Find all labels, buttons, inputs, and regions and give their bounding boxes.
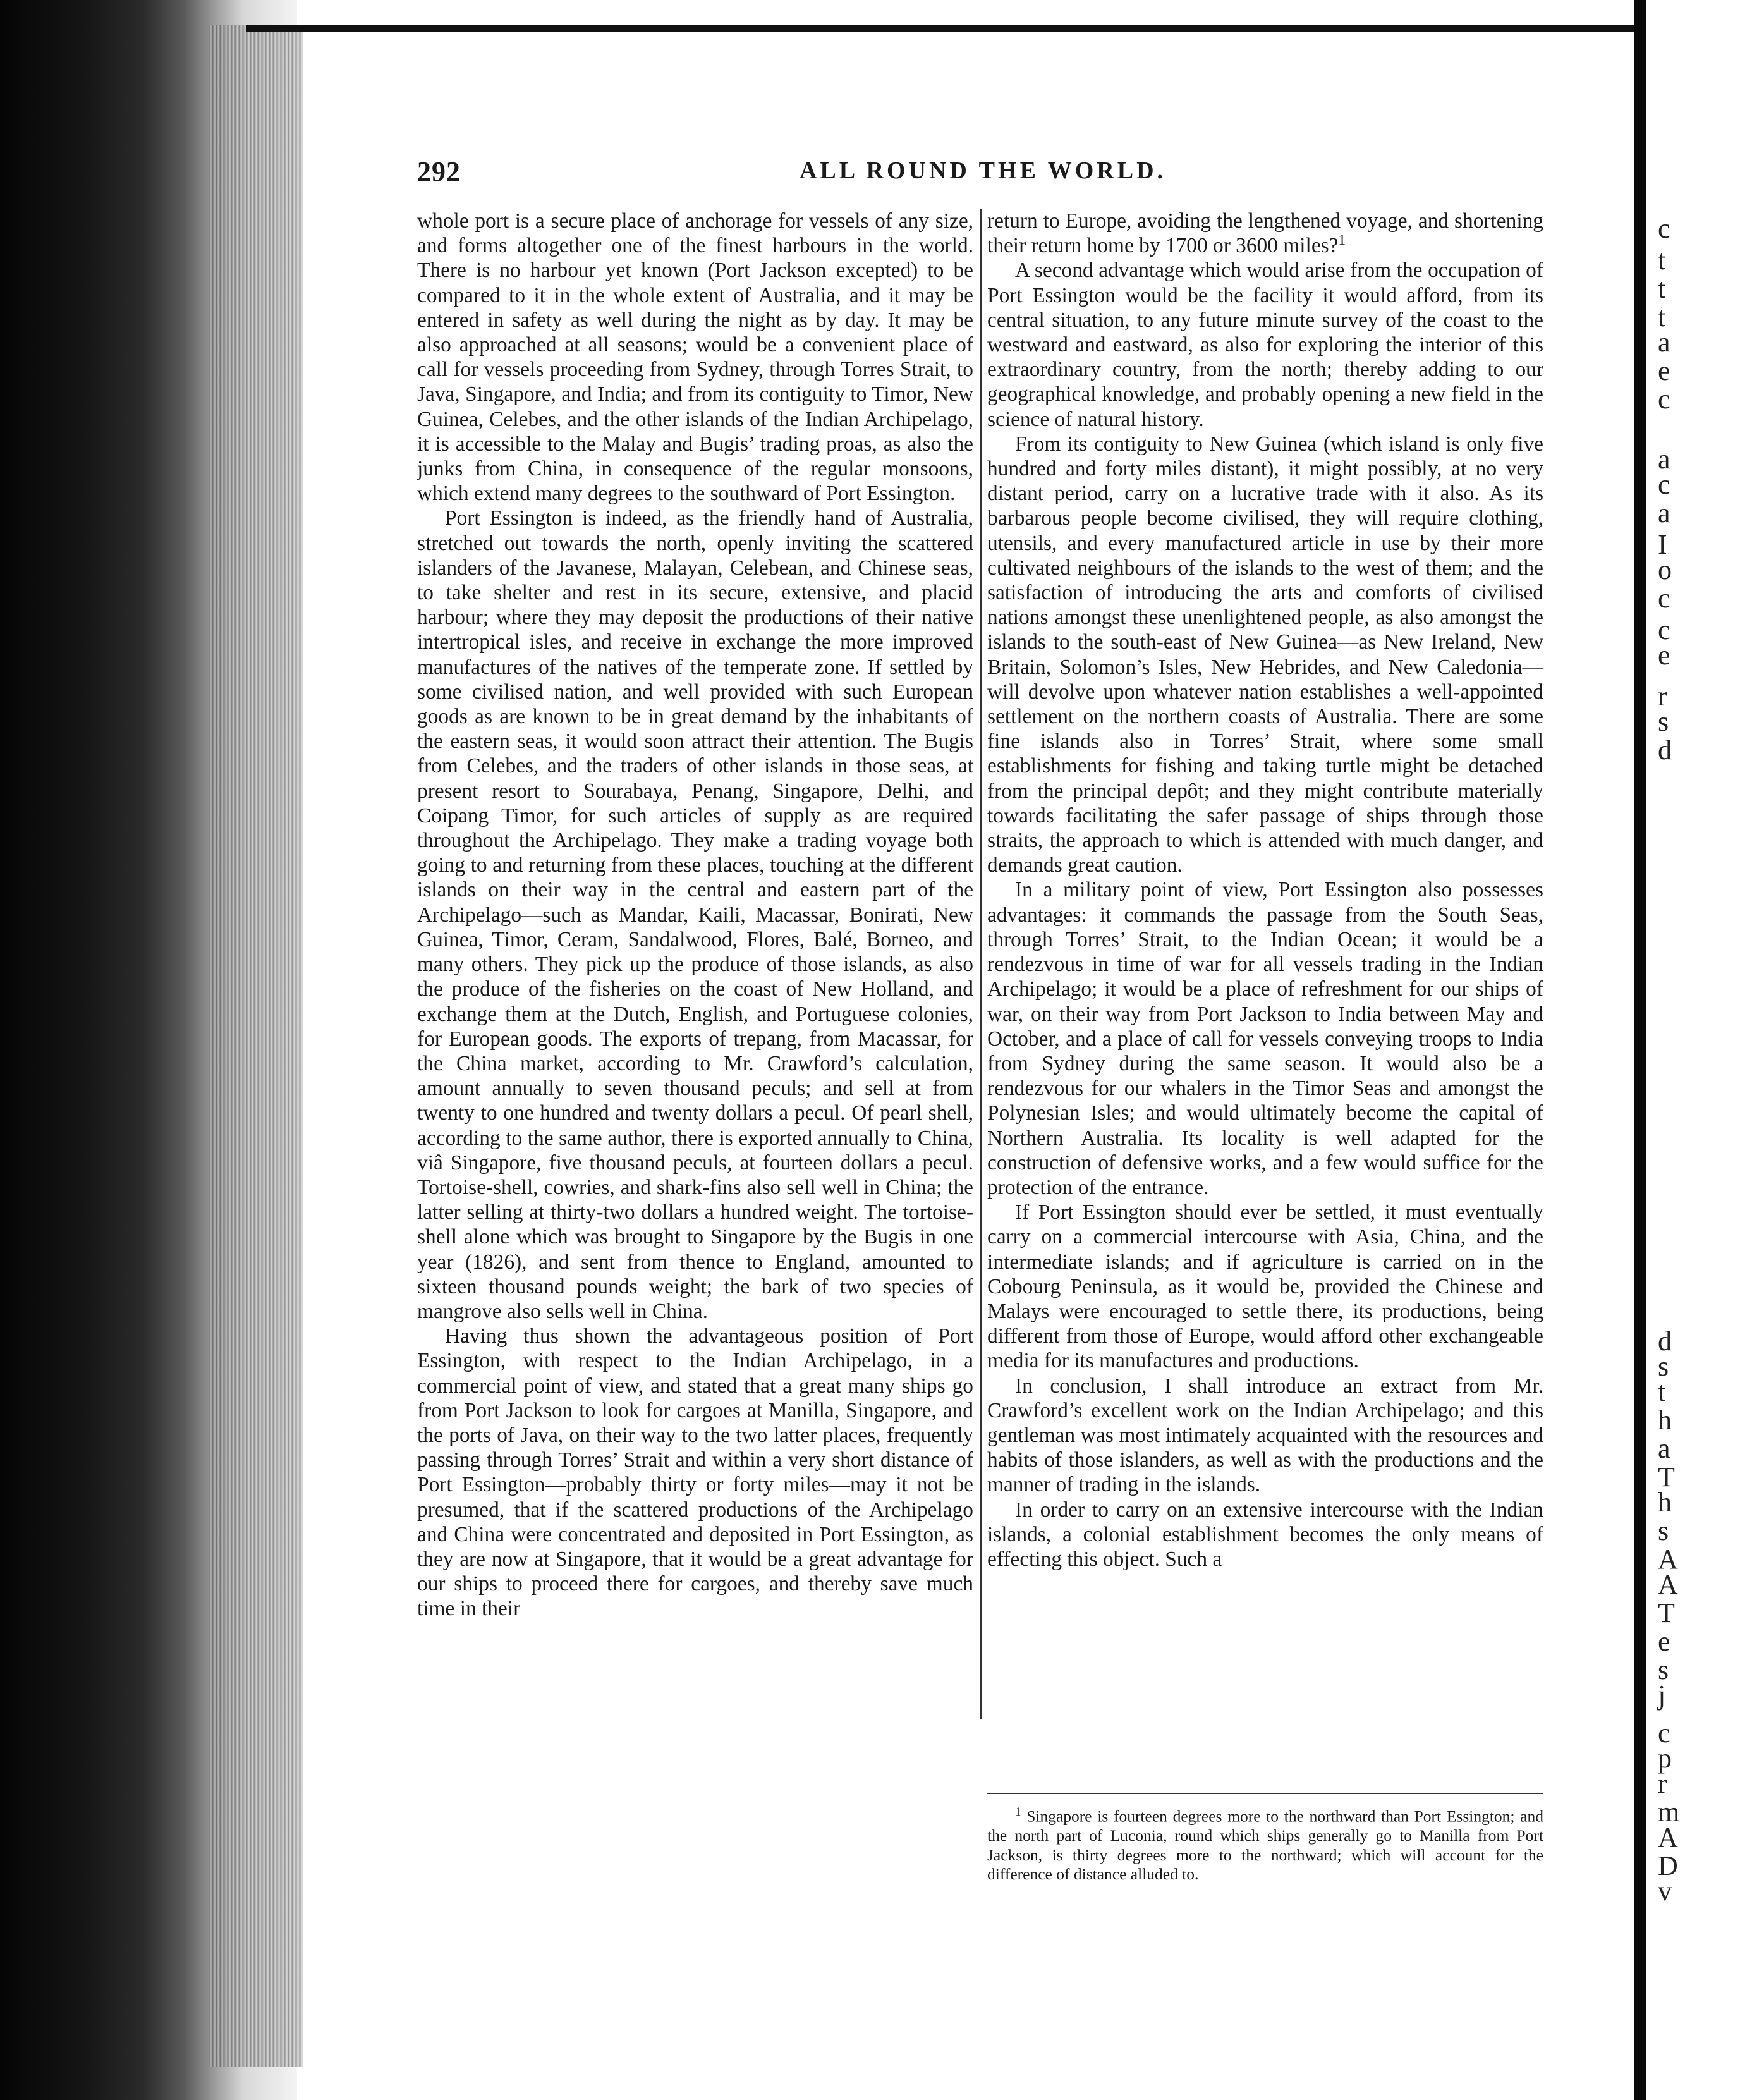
adjacent-page-letter: h: [1658, 1405, 1672, 1436]
adjacent-page-letter: d: [1658, 735, 1672, 766]
adjacent-page-letter: A: [1658, 1544, 1678, 1575]
adjacent-page-letter: s: [1658, 1351, 1669, 1382]
adjacent-page-letter: c: [1658, 469, 1670, 500]
adjacent-page-letter: T: [1658, 1462, 1675, 1493]
footnote-mark: 1: [1015, 1805, 1021, 1819]
paragraph: In a military point of view, Port Essington also possesses advantages: it commands the passage from the South Seas, through Torres’ Strait, to the Indian Ocean; it would be a rendezvous in time of war for all vessels trading in the Indian Archipelago; it would be a place of refreshment for our ships of war, on their way from Port Jackson to India between May and October, and a place of call for vessels conveying troops to India from Sydney during the same season. It would also be a rendezvous for our whalers in the Timor Seas and amongst the Polynesian Isles; and would ultimately become the capital of Northern Australia. Its locality is well adapted for the construction of defensive works, and a few would suffice for the protection of the entrance.: [987, 878, 1543, 1199]
adjacent-page-letter: a: [1658, 327, 1670, 358]
adjacent-page-letter: e: [1658, 640, 1670, 671]
adjacent-page-letter: o: [1658, 554, 1672, 585]
adjacent-page-letter: c: [1658, 583, 1670, 614]
adjacent-page-letter: t: [1658, 273, 1666, 304]
paragraph: In conclusion, I shall introduce an extract from Mr. Crawford’s excellent work on the Indian Archipelago; and this gentleman was most intimately acquainted with the resources and habits of those islanders, as well as with the productions and the manner of trading in the islands.: [987, 1374, 1543, 1497]
running-head: [417, 156, 1548, 193]
column-divider: [980, 209, 982, 1719]
adjacent-page-letter: s: [1658, 1654, 1669, 1685]
adjacent-page-letter: a: [1658, 1433, 1670, 1464]
adjacent-page-letter: v: [1658, 1876, 1672, 1907]
paragraph: If Port Essington should ever be settled, it must eventually carry on a commercial intercourse with Asia, China, and the intermediate islands; and if agriculture is carried on in the Cobourg Peninsula, as it would be, provided the Chinese and Malays were encouraged to settle there, its productions, being different from those of Europe, would afford other exchangeable media for its manufactures and productions.: [987, 1200, 1543, 1373]
adjacent-page-letter: c: [1658, 213, 1670, 244]
adjacent-page-letter: m: [1658, 1797, 1680, 1828]
adjacent-page-letter: r: [1658, 681, 1667, 712]
adjacent-page-letter: a: [1658, 444, 1670, 475]
adjacent-page-letter: j: [1658, 1680, 1666, 1711]
adjacent-page-letter: T: [1658, 1597, 1675, 1628]
adjacent-page-letter: r: [1658, 1768, 1667, 1799]
paragraph: [987, 209, 1543, 258]
adjacent-page-letter: e: [1658, 355, 1670, 386]
footnote-rule: [987, 1793, 1543, 1794]
adjacent-page-letter: D: [1658, 1850, 1678, 1881]
footnote: [987, 1803, 1543, 1884]
adjacent-page-letter: h: [1658, 1487, 1672, 1518]
adjacent-page-letter: c: [1658, 384, 1670, 415]
paragraph: whole port is a secure place of anchorage for vessels of any size, and forms altogether one of the finest harbours in the world. There is no harbour yet known (Port Jackson excepted) to be compared to it in the whole extent of Australia, and it may be entered in safety as well during the night as by day. It may be also approached at all seasons; would be a convenient place of call for vessels proceeding from Sydney, through Torres Strait, to Java, Singapore, and India; and from its contiguity to Timor, New Guinea, Celebes, and the other islands of the Indian Archipelago, it is accessible to the Malay and Bugis’ trading proas, as also the junks from China, in consequence of the regular monsoons, which extend many degrees to the southward of Port Essington.: [417, 209, 973, 506]
adjacent-page-letter: d: [1658, 1326, 1672, 1357]
left-column: [417, 209, 973, 1621]
adjacent-page-letter: e: [1658, 1626, 1670, 1657]
adjacent-page-letter: s: [1658, 706, 1669, 737]
adjacent-page-letter: A: [1658, 1569, 1678, 1600]
adjacent-page-letter: c: [1658, 614, 1670, 645]
paragraph: From its contiguity to New Guinea (which island is only five hundred and forty miles distant), it might possibly, at no very distant period, carry on a lucrative trade with it also. As its barbarous people become civilised, they will require clothing, utensils, and every manufactured article in use by their more cultivated neighbours of the islands to the west of them; and the satisfaction of introducing the arts and comforts of civilised nations amongst these unenlightened people, as also amongst the islands to the south-east of New Guinea—as New Ireland, New Britain, Solomon’s Isles, New Hebrides, and New Caledonia—will devolve upon whatever nation establishes a well-appointed settlement on the northern coasts of Australia. There are some fine islands also in Torres’ Strait, where some small establishments for fishing and taking turtle might be detached from the principal depôt; and they might contribute materially towards facilitating the safer passage of ships through those straits, the approach to which is attended with much danger, and demands great caution.: [987, 432, 1543, 877]
page-edges: [209, 25, 303, 2067]
footnote-text: Singapore is fourteen degrees more to the northward than Port Essington; and the north part of Luconia, round which ships generally go to Manilla from Port Jackson, is thirty degrees more to the northward; which will account for the difference of distance alluded to.: [987, 1807, 1543, 1883]
gutter-shadow: [1634, 0, 1646, 2100]
adjacent-page-letter: t: [1658, 245, 1666, 276]
adjacent-page-letter: c: [1658, 1718, 1670, 1749]
adjacent-page-letter: t: [1658, 302, 1666, 333]
adjacent-page-letter: I: [1658, 529, 1667, 560]
footnote-reference: 1: [1338, 232, 1346, 248]
paragraph-text: return to Europe, avoiding the lengthened voyage, and shortening their return home by 1700 or 3600 miles?: [987, 209, 1543, 258]
adjacent-page: [1646, 0, 1752, 2100]
running-title: ALL ROUND THE WORLD.: [799, 157, 1167, 184]
paragraph: In order to carry on an extensive intercourse with the Indian islands, a colonial establishment becomes the only means of effecting this object. Such a: [987, 1498, 1543, 1571]
paragraph: Port Essington is indeed, as the friendly hand of Australia, stretched out towards the north, openly inviting the scattered islanders of the Javanese, Malayan, Celebean, and Chinese seas, to take shelter and rest in its secure, extensive, and placid harbour; where they may deposit the productions of their native intertropical isles, and receive in exchange the more improved manufactures of the natives of the temperate zone. If settled by some civilised nation, and well provided with such European goods as are known to be in great demand by the inhabitants of the eastern seas, it would soon attract their attention. The Bugis from Celebes, and the traders of other islands in those seas, at present resort to Sourabaya, Penang, Singapore, Delhi, and Coipang Timor, for such articles of supply as are required throughout the Archipelago. They make a trading voyage both going to and returning from these places, touching at the different islands on their way in the central and eastern part of the Archipelago—such as Mandar, Kaili, Macassar, Bonirati, New Guinea, Timor, Ceram, Sandalwood, Flores, Balé, Borneo, and many others. They pick up the produce of those islands, as also the produce of the fisheries on the coast of New Holland, and exchange them at the Dutch, English, and Portuguese colonies, for European goods. The exports of trepang, from Macassar, for the China market, according to Mr. Crawford’s calculation, amount annually to seven thousand peculs; and sell at from twenty to one hundred and twenty dollars a pecul. Of pearl shell, according to the same author, there is exported annually to China, viâ Singapore, five thousand peculs, at fourteen dollars a pecul. Tortoise-shell, cowries, and shark-fins also sell well in China; the latter selling at thirty-two dollars a hundred weight. The tortoise-shell alone which was brought to Singapore by the Bugis in one year (1826), and sent from thence to England, amounted to sixteen thousand pounds weight; the bark of two species of mangrove also sells well in China.: [417, 506, 973, 1323]
adjacent-page-letter: s: [1658, 1515, 1669, 1546]
page-number: 292: [417, 156, 461, 187]
paragraph: Having thus shown the advantageous position of Port Essington, with respect to the Indian Archipelago, in a commercial point of view, and stated that a great many ships go from Port Jackson to look for cargoes at Manilla, Singapore, and the ports of Java, on their way to the two latter places, frequently passing through Torres’ Strait and within a very short distance of Port Essington—probably thirty or forty miles—may it not be presumed, that if the scattered productions of the Archipelago and China were concentrated and deposited in Port Essington, as they are now at Singapore, that it would be a great advantage for our ships to proceed there for cargoes, and thereby save much time in their: [417, 1324, 973, 1621]
paragraph: A second advantage which would arise from the occupation of Port Essington would be the facility it would afford, from its central situation, to any future minute survey of the coast to the westward and eastward, as also for exploring the interior of this extraordinary country, from the north; thereby adding to our geographical knowledge, and probably opening a new field in the science of natural history.: [987, 259, 1543, 431]
page-top-edge: [246, 25, 1637, 32]
adjacent-page-letter: p: [1658, 1743, 1672, 1774]
adjacent-page-letter: a: [1658, 498, 1670, 528]
adjacent-page-letter: A: [1658, 1822, 1678, 1853]
adjacent-page-letter: t: [1658, 1376, 1666, 1407]
right-column: [987, 209, 1543, 1572]
